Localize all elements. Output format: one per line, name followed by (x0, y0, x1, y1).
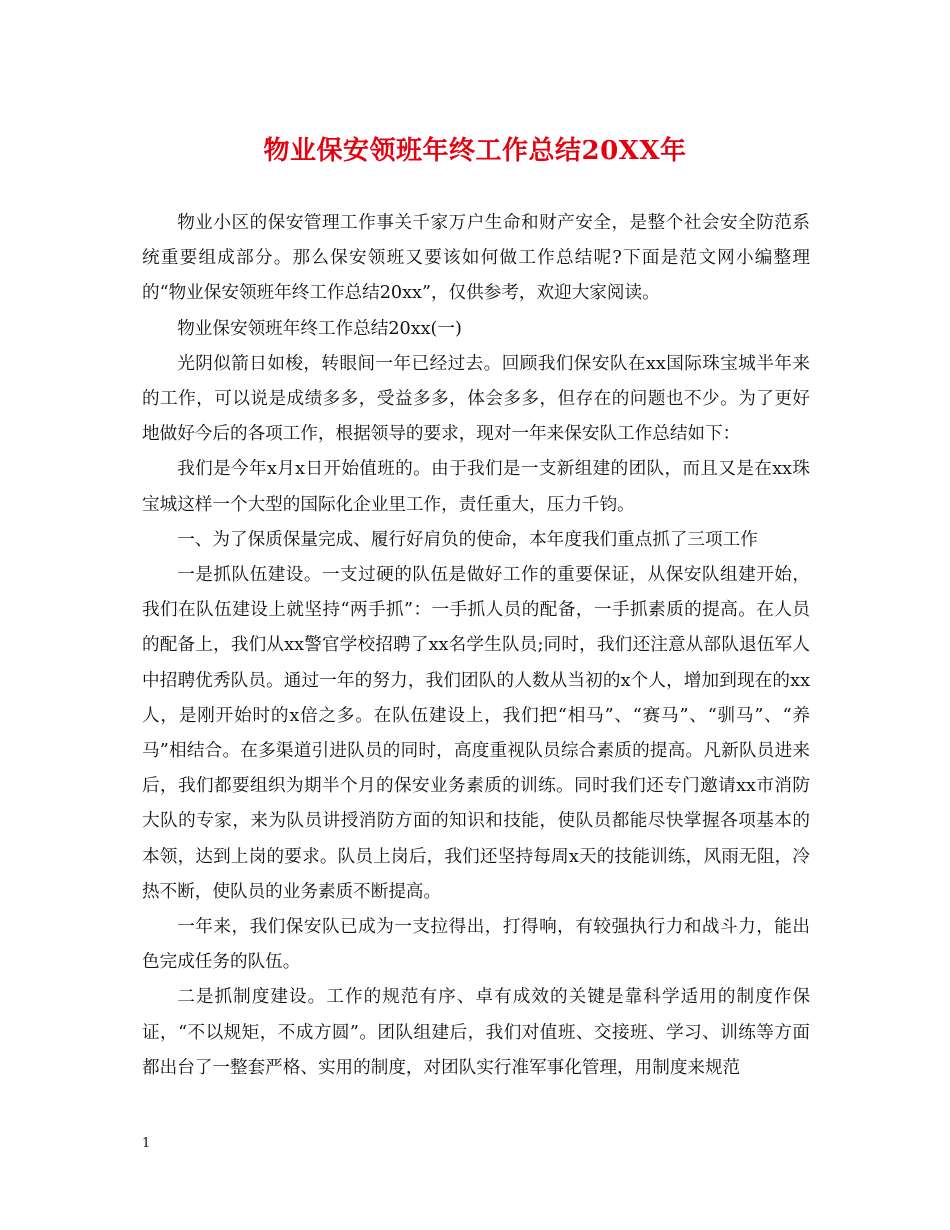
paragraph: 我们是今年x月x日开始值班的。由于我们是一支新组建的团队，而且又是在xx珠宝城这样一个大型的国际化企业里工作，责任重大，压力千钧。 (142, 459, 810, 515)
page-number: 1 (142, 1136, 151, 1151)
document-body (142, 206, 810, 1086)
paragraph: 一、为了保质保量完成、履行好肩负的使命，本年度我们重点抓了三项工作 (177, 529, 758, 550)
paragraph: 二是抓制度建设。工作的规范有序、卓有成效的关键是靠科学适用的制度作保证，“不以规矩，不成方圆”。团队组建后，我们对值班、交接班、学习、训练等方面都出台了一整套严格、实用的制度，对团队实行准军事化管理，用制度来规范 (142, 987, 810, 1078)
paragraph: 物业保安领班年终工作总结20xx(一) (177, 318, 462, 339)
paragraph: 一年来，我们保安队已成为一支拉得出，打得响，有较强执行力和战斗力，能出色完成任务的队伍。 (142, 917, 810, 973)
paragraph: 一是抓队伍建设。一支过硬的队伍是做好工作的重要保证，从保安队组建开始，我们在队伍建设上就坚持“两手抓”：一手抓人员的配备，一手抓素质的提高。在人员的配备上，我们从xx警官学校招聘了xx名学生队员;同时，我们还注意从部队退伍军人中招聘优秀队员。通过一年的努力，我们团队的人数从当初的x个人，增加到现在的xx人，是刚开始时的x倍之多。在队伍建设上，我们把“相马”、“赛马”、“驯马”、“养马”相结合。在多渠道引进队员的同时，高度重视队员综合素质的提高。凡新队员进来后，我们都要组织为期半个月的保安业务素质的训练。同时我们还专门邀请xx市消防大队的专家，来为队员讲授消防方面的知识和技能，使队员都能尽快掌握各项基本的本领，达到上岗的要求。队员上岗后，我们还坚持每周x天的技能训练，风雨无阻，冷热不断，使队员的业务素质不断提高。 (142, 565, 810, 902)
paragraph: 物业小区的保安管理工作事关千家万户生命和财产安全，是整个社会安全防范系统重要组成部分。那么保安领班又要该如何做工作总结呢?下面是范文网小编整理的“物业保安领班年终工作总结20xx”，仅供参考，欢迎大家阅读。 (142, 213, 810, 304)
document-title: 物业保安领班年终工作总结20XX年 (263, 136, 687, 166)
paragraph: 光阴似箭日如梭，转眼间一年已经过去。回顾我们保安队在xx国际珠宝城半年来的工作，可以说是成绩多多，受益多多，体会多多，但存在的问题也不少。为了更好地做好今后的各项工作，根据领导的要求，现对一年来保安队工作总结如下： (142, 353, 810, 445)
